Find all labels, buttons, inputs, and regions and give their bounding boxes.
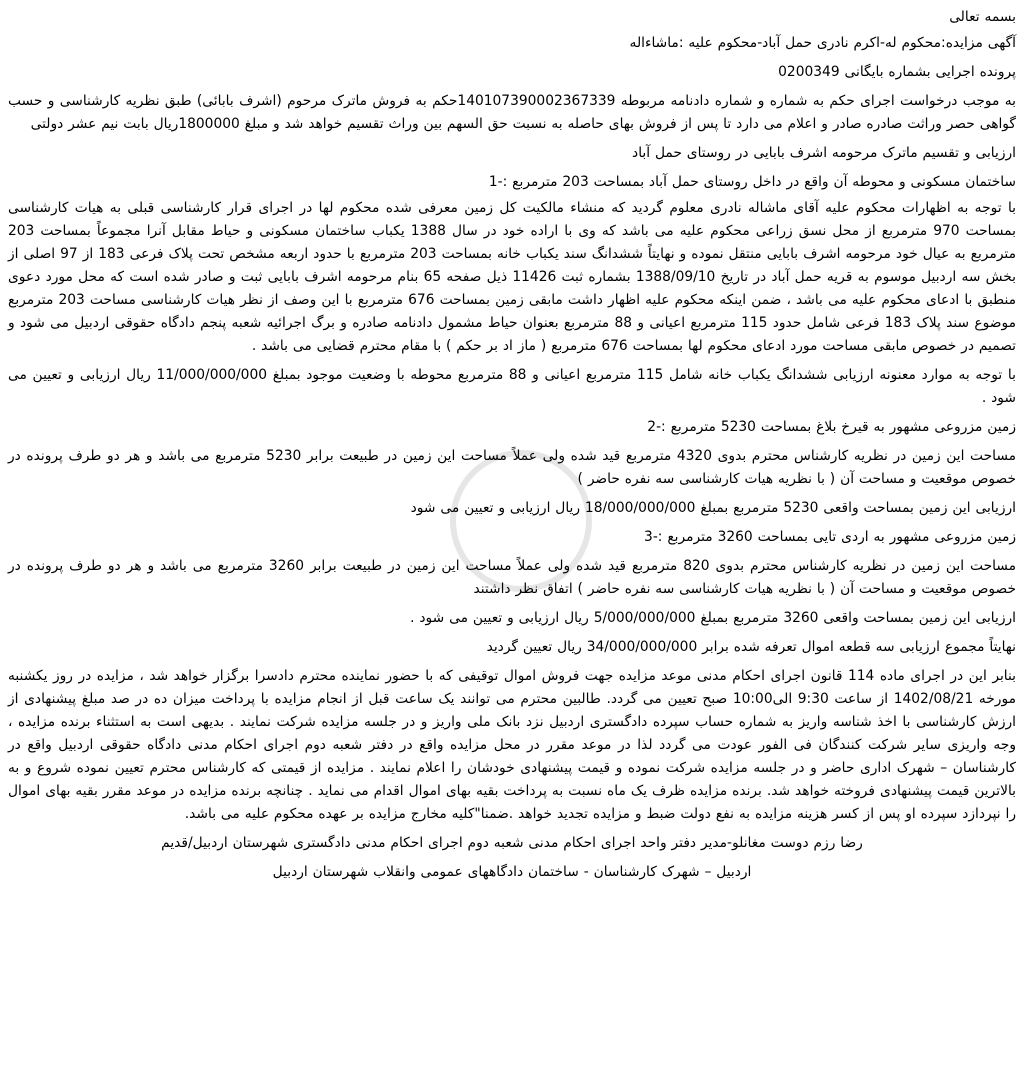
item2-description: مساحت این زمین در نظریه کارشناس محترم بدوی 4320 مترمربع قید شده ولی عملاً مساحت این زمین در طبیعت برابر 5230 مترمربع می باشد و هر دو طرف پرونده در خصوص موقعیت و مساحت آن ( با نظریه هیات کارشناسی سه نفره حاضر ): [8, 448, 1017, 487]
item1-valuation: با توجه به موارد معنونه ارزیابی ششدانگ یکباب خانه شامل 115 مترمربع اعیانی و 88 مترمربع محوطه با وضعیت موجود بمبلغ 11/000/000/000 ریال ارزیابی و تعیین می شود .: [8, 367, 1016, 406]
item2-valuation: ارزیابی این زمین بمساحت واقعی 5230 مترمربع بمبلغ 18/000/000/000 ریال ارزیابی و تعیین می شود: [410, 500, 1016, 516]
auction-terms: بنابر این در اجرای ماده 114 قانون اجرای احکام مدنی موعد مزایده جهت فروش اموال توقیفی که با حضور نماینده محترم دادسرا برگزار خواهد شد ، مزایده در روز یکشنبه مورخه 1402/08/21 از ساعت 9:30 الی10:00 صبح تعیین می گردد. طالبین محترم می توانند یک ساعت قبل از انجام مزایده با پرداخت میزان ده در صد مبلغ پیشنهادی از ارزش کارشناسی با اخذ شناسه واریز به شماره حساب سپرده دادگستری اردبیل نزد بانک ملی واریز و در جلسه مزایده شرکت نمایند . بدیهی است به استثناء برنده مزایده ، وجه واریزی سایر شرکت کنندگان فی الفور عودت می گردد لذا در موعد مقرر در محل مزایده واقع در دفتر شعبه دوم اجرای احکام مدنی دادگاه حقوقی اردبیل واقع در کارشناسان – شهرک اداری حاضر و در جلسه مزایده شرکت نموده و قیمت پیشنهادی خودشان را اعلام نمایند . مزایده از قیمتی که کارشناس محترم تعیین نموده شروع و به بالاترین قیمت پیشنهادی فروخته خواهد شد. برنده مزایده ظرف یک ماه نسبت به پرداخت بقیه بهای اموال اقدام می نماید . چنانچه برنده مزایده در موعد مقرر بقیه بهای اموال را نپردازد سپرده او پس از کسر هزینه مزایده به نفع دولت ضبط و مزایده تجدید خواهد .ضمنا"کلیه مخارج مزایده بر عهده محکوم علیه می باشد.: [8, 668, 1016, 822]
item3-valuation: ارزیابی این زمین بمساحت واقعی 3260 مترمربع بمبلغ 5/000/000/000 ریال ارزیابی و تعیین می شود .: [410, 610, 1016, 626]
bismillah: بسمه تعالی: [949, 9, 1016, 25]
subject-line: ارزیابی و تقسیم ماترک مرحومه اشرف بابایی در روستای حمل آباد: [632, 145, 1016, 161]
item1-description: با توجه به اظهارات محکوم علیه آقای ماشاله نادری معلوم گردید که منشاء مالکیت کل زمین معرفی شده محکوم لها در اجرای قرار کارشناسی قبلی به هیات کارشناسی بمساحت 970 مترمربع از محل نسق زراعی محکوم علیه می باشد که وی با اراده خود در سال 1388 یکباب ساختمان مسکونی و حیاط مقابل آنرا مجموعاً بمساحت 203 مترمربع به عیال خود مرحومه اشرف بابایی منتقل نموده و نهایتاً ششدانگ سند یکباب خانه بمساحت 203 مترمربع با حدود اربعه مشخص تحت پلاک فرعی 183 از 97 اصلی از بخش سه اردبیل موسوم به قریه حمل آباد در تاریخ 1388/09/10 بشماره ثبت 11426 ذیل صفحه 65 بنام مرحومه اشرف بابایی ثبت و صادر شده است که محل مورد دعوی منطبق با ادعای محکوم علیه می باشد ، ضمن اینکه محکوم علیه اظهار داشت مابقی زمین بمساحت 676 مترمربع با این وصف از نظر هیات کارشناسی مساحت 203 مترمربع موضوع سند پلاک 183 فرعی شامل حدود 115 مترمربع اعیانی و 88 مترمربع بعنوان حیاط مشمول دادنامه صادره و برگ اجرائیه شعبه پنجم دادگاه حقوقی اردبیل می شود و تصمیم در خصوص مابقی مساحت مورد ادعای محکوم لها بمساحت 676 مترمربع ( ماز اد بر حکم ) با مقام محترم قضایی می باشد .: [8, 200, 1016, 354]
intro-paragraph: به موجب درخواست اجرای حکم به شماره و شماره دادنامه مربوطه 140107390002367339حکم به فروش ماترک مرحوم (اشرف بابائی) طبق نظریه کارشناسی و حسب گواهی حصر وراثت صادره صادر و اعلام می دارد تا پس از فروش بهای حاصله به نسبت حق السهم بین وراث تقسیم خواهد شد و مبلغ 1800000ریال بابت نیم عشر دولتی: [8, 93, 1016, 132]
item3-title: زمین مزروعی مشهور به اردی تایی بمساحت 3260 مترمربع :-3: [644, 529, 1016, 545]
signature-line: رضا رزم دوست مغانلو-مدیر دفتر واحد اجرای احکام مدنی شعبه دوم اجرای احکام مدنی دادگستری شهرستان اردبیل/قدیم: [161, 835, 863, 851]
item3-description: مساحت این زمین در نظریه کارشناس محترم بدوی 820 مترمربع قید شده ولی عملاً مساحت این زمین در طبیعت برابر 3260 مترمربع می باشد و هر دو طرف پرونده در خصوص موقعیت و مساحت آن ( با نظریه هیات کارشناسی سه نفره حاضر ) اتفاق نظر داشتند: [8, 558, 1016, 597]
notice-title: آگهی مزایده:محکوم له-اکرم نادری حمل آباد-محکوم علیه :ماشاءاله: [629, 35, 1016, 51]
total-valuation: نهایتاً مجموع ارزیابی سه قطعه اموال تعرفه شده برابر 34/000/000/000 ریال تعیین گردید: [486, 639, 1016, 655]
address-line: اردبیل – شهرک کارشناسان - ساختمان دادگاههای عمومی وانقلاب شهرستان اردبیل: [272, 864, 752, 880]
item2-title: زمین مزروعی مشهور به قیرخ بلاغ بمساحت 5230 مترمربع :-2: [647, 419, 1016, 435]
item1-title: ساختمان مسکونی و محوطه آن واقع در داخل روستای حمل آباد بمساحت 203 مترمربع :-1: [488, 174, 1016, 190]
case-number: پرونده اجرایی بشماره بایگانی 0200349: [778, 64, 1016, 80]
